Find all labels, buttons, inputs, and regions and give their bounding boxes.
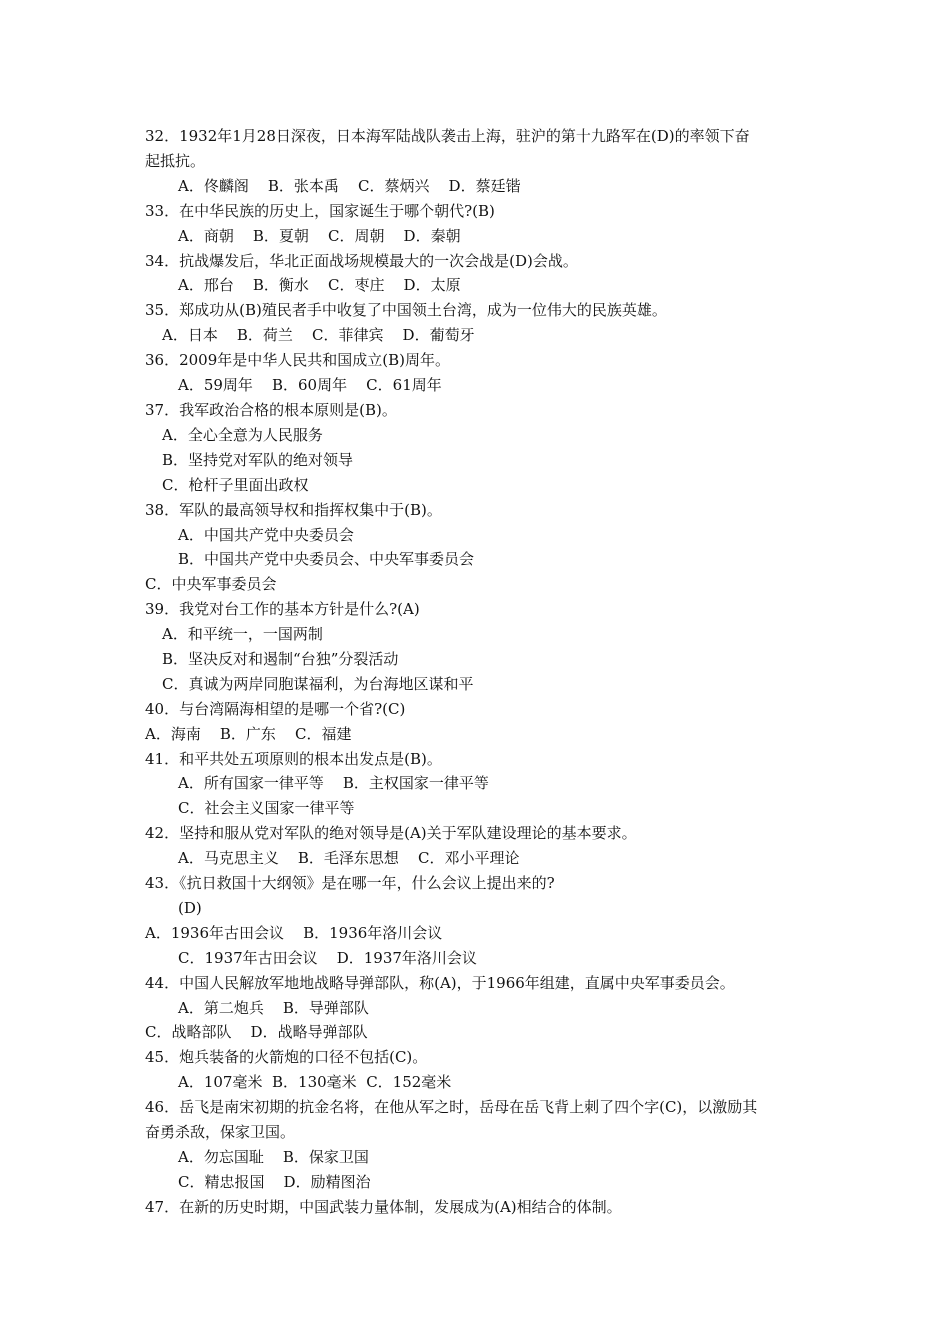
question-39-option-a: A．和平统一，一国两制 bbox=[162, 625, 323, 643]
question-39-option-c: C．真诚为两岸同胞谋福利，为台海地区谋和平 bbox=[162, 675, 474, 693]
question-38: 38．军队的最高领导权和指挥权集中于(B)。 bbox=[145, 501, 442, 519]
question-47: 47．在新的历史时期，中国武装力量体制，发展成为(A)相结合的体制。 bbox=[145, 1198, 622, 1216]
question-36: 36．2009年是中华人民共和国成立(B)周年。 bbox=[145, 351, 450, 369]
question-39-option-b: B．坚决反对和遏制“台独”分裂活动 bbox=[162, 650, 399, 668]
question-45-options: A．107毫米 B．130毫米 C．152毫米 bbox=[178, 1073, 452, 1091]
question-43-options-ab: A．1936年古田会议 B．1936年洛川会议 bbox=[145, 924, 443, 942]
question-34-options: A．邢台 B．衡水 C．枣庄 D．太原 bbox=[178, 276, 461, 294]
question-41-option-c: C．社会主义国家一律平等 bbox=[178, 799, 355, 817]
question-46-options-ab: A．勿忘国耻 B．保家卫国 bbox=[178, 1148, 369, 1166]
question-43: 43．《抗日救国十大纲领》是在哪一年，什么会议上提出来的? bbox=[145, 874, 555, 892]
question-46-line-1: 46．岳飞是南宋初期的抗金名将，在他从军之时，岳母在岳飞背上刺了四个字(C)，以激励其 bbox=[145, 1098, 758, 1116]
question-32-line-1: 32．1932年1月28日深夜，日本海军陆战队袭击上海，驻沪的第十九路军在(D)的率领下奋 bbox=[145, 127, 750, 145]
question-37: 37．我军政治合格的根本原则是(B)。 bbox=[145, 401, 397, 419]
question-44: 44．中国人民解放军地地战略导弹部队，称(A)，于1966年组建，直属中央军事委员会。 bbox=[145, 974, 735, 992]
question-33: 33．在中华民族的历史上，国家诞生于哪个朝代?(B) bbox=[145, 202, 495, 220]
question-37-option-c: C．枪杆子里面出政权 bbox=[162, 476, 309, 494]
question-40-options: A．海南 B．广东 C．福建 bbox=[145, 725, 352, 743]
question-37-option-b: B．坚持党对军队的绝对领导 bbox=[162, 451, 354, 469]
question-43-answer: (D) bbox=[178, 899, 202, 917]
question-35: 35．郑成功从(B)殖民者手中收复了中国领土台湾，成为一位伟大的民族英雄。 bbox=[145, 301, 667, 319]
question-43-options-cd: C．1937年古田会议 D．1937年洛川会议 bbox=[178, 949, 477, 967]
question-42-options: A．马克思主义 B．毛泽东思想 C．邓小平理论 bbox=[178, 849, 520, 867]
question-41-options-ab: A．所有国家一律平等 B．主权国家一律平等 bbox=[178, 774, 489, 792]
question-44-options-cd: C．战略部队 D．战略导弹部队 bbox=[145, 1023, 368, 1041]
question-34: 34．抗战爆发后，华北正面战场规模最大的一次会战是(D)会战。 bbox=[145, 252, 578, 270]
question-40: 40．与台湾隔海相望的是哪一个省?(C) bbox=[145, 700, 406, 718]
question-35-options: A．日本 B．荷兰 C．菲律宾 D．葡萄牙 bbox=[162, 326, 475, 344]
question-41: 41．和平共处五项原则的根本出发点是(B)。 bbox=[145, 750, 442, 768]
question-33-options: A．商朝 B．夏朝 C．周朝 D．秦朝 bbox=[178, 227, 461, 245]
question-37-option-a: A．全心全意为人民服务 bbox=[162, 426, 323, 444]
question-45: 45．炮兵装备的火箭炮的口径不包括(C)。 bbox=[145, 1048, 428, 1066]
question-42: 42．坚持和服从党对军队的绝对领导是(A)关于军队建设理论的基本要求。 bbox=[145, 824, 637, 842]
question-36-options: A．59周年 B．60周年 C．61周年 bbox=[178, 376, 442, 394]
question-32-options: A．佟麟阁 B．张本禹 C．蔡炳兴 D．蔡廷锴 bbox=[178, 177, 521, 195]
question-46-line-2: 奋勇杀敌，保家卫国。 bbox=[145, 1123, 296, 1141]
question-39: 39．我党对台工作的基本方针是什么?(A) bbox=[145, 600, 420, 618]
question-38-option-a: A．中国共产党中央委员会 bbox=[178, 526, 354, 544]
question-32-line-2: 起抵抗。 bbox=[145, 152, 206, 170]
question-38-option-c: C．中央军事委员会 bbox=[145, 575, 277, 593]
question-38-option-b: B．中国共产党中央委员会、中央军事委员会 bbox=[178, 550, 475, 568]
question-46-options-cd: C．精忠报国 D．励精图治 bbox=[178, 1173, 371, 1191]
question-44-options-ab: A．第二炮兵 B．导弹部队 bbox=[178, 999, 369, 1017]
